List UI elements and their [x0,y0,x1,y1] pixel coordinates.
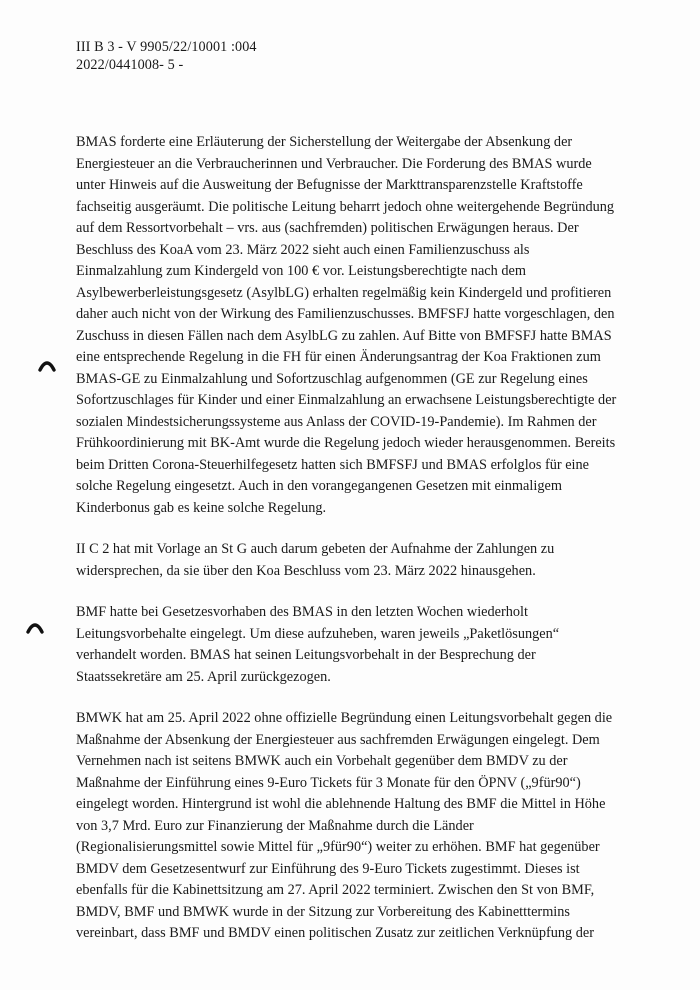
text-line: verhandelt worden. BMAS hat seinen Leitungsvorbehalt in der Besprechung der [76,647,536,663]
text-line: Maßnahme der Absenkung der Energiesteuer aus sachfremden Erwägungen eingelegt. Dem [76,731,600,748]
text-line: Zuschuss in diesen Fällen nach dem AsylbLG zu zahlen. Auf Bitte von BMFSFJ hatte BMAS [76,327,612,344]
text-line: vereinbart, dass BMF und BMDV einen politischen Zusatz zur zeitlichen Verknüpfung der [76,925,595,941]
text-line: daher auch nicht von der Wirkung des Familienzuschusses. BMFSFJ hatte vorgeschlagen, den [76,306,615,322]
text-line: Beschluss des KoaA vom 23. März 2022 sieht auch einen Familienzuschuss als [76,241,530,258]
text-line: eine entsprechende Regelung in die FH für einen Änderungsantrag der Koa Fraktionen zum [76,349,601,365]
text-line: Vernehmen nach ist seitens BMWK auch ein Vorbehalt gegenüber dem BMDV zu der [76,753,568,769]
text-line: widersprechen, da sie über den Koa Beschluss vom 23. März 2022 hinausgehen. [76,562,536,579]
text-line: Frühkoordinierung mit BK-Amt wurde die Regelung jedoch wieder herausgenommen. Bereits [76,435,616,451]
file-reference-header [76,38,257,74]
paragraph-ii-c-2 [76,539,636,582]
text-line: Asylbewerberleistungsgesetz (AsylbLG) erhalten regelmäßig kein Kindergeld und profitieren [76,284,612,301]
text-line: auf dem Ressortvorbehalt – vrs. aus (sachfremden) politischen Erwägungen heraus. Der [76,220,579,236]
paragraph-bmas-energy-tax [76,132,636,519]
text-line: Staatssekretäre am 25. April zurückgezogen. [76,668,331,685]
text-line: von 3,7 Mrd. Euro zur Finanzierung der Maßnahme durch die Länder [76,817,474,834]
text-line: Maßnahme der Einführung eines 9-Euro Tickets für 3 Monate für den ÖPNV („9für90“) [76,774,581,791]
text-line: II C 2 hat mit Vorlage an St G auch darum gebeten der Aufnahme der Zahlungen zu [76,541,555,557]
text-line: eingelegt worden. Hintergrund ist wohl die ablehnende Haltung des BMF die Mittel in Höhe [76,796,606,812]
text-line: Sofortzuschlages für Kinder und einer Einmalzahlung an erwachsene Leistungsberechtigte der [76,392,617,408]
text-line: solche Regelung eingesetzt. Auch in den vorangegangenen Gesetzen mit einmaligem [76,478,562,494]
text-line: BMDV dem Gesetzesentwurf zur Einführung des 9-Euro Tickets zugestimmt. Dieses ist [76,860,580,877]
text-line: unter Hinweis auf die Ausweitung der Befugnisse der Markttransparenzstelle Kraftstoffe [76,177,583,193]
text-line: BMAS-GE zu Einmalzahlung und Sofortzuschlag aufgenommen (GE zur Regelung eines [76,370,588,387]
text-line: beim Dritten Corona-Steuerhilfegesetz hatten sich BMFSFJ und BMAS erfolglos für eine [76,456,590,473]
text-line: fachseitig ausgeräumt. Die politische Leitung beharrt jedoch ohne weitergehende Begründung [76,198,615,215]
text-line: Leitungsvorbehalte eingelegt. Um diese aufzuheben, waren jeweils „Paketlösungen“ [76,625,560,642]
document-body [76,132,636,965]
punch-mark-lower [26,620,44,634]
text-line: Energiesteuer an die Verbraucherinnen und Verbraucher. Die Forderung des BMAS wurde [76,155,592,172]
text-line: Kinderbonus gab es keine solche Regelung. [76,499,327,516]
text-line: BMAS forderte eine Erläuterung der Sicherstellung der Weitergabe der Absenkung der [76,134,573,150]
paragraph-bmwk-reservation [76,708,636,945]
text-line: ebenfalls für die Kabinettsitzung am 27. April 2022 terminiert. Zwischen den St von BMF, [76,882,595,898]
file-reference-line-1: III B 3 - V 9905/22/10001 :004 [76,39,257,55]
text-line: sozialen Mindestsicherungssysteme aus Anlass der COVID-19-Pandemie). Im Rahmen der [76,413,597,430]
text-line: (Regionalisierungsmittel sowie Mittel für „9für90“) weiter zu erhöhen. BMF hat gegenüber [76,839,600,855]
punch-mark-upper [38,358,56,372]
text-line: BMF hatte bei Gesetzesvorhaben des BMAS in den letzten Wochen wiederholt [76,604,529,620]
text-line: Einmalzahlung zum Kindergeld von 100 € vor. Leistungsberechtigte nach dem [76,263,526,279]
file-reference-line-2: 2022/0441008- 5 - [76,57,184,73]
text-line: BMWK hat am 25. April 2022 ohne offizielle Begründung einen Leitungsvorbehalt gegen die [76,710,613,726]
paragraph-bmf-reservations [76,602,636,688]
text-line: BMDV, BMF und BMWK wurde in der Sitzung zur Vorbereitung des Kabinetttermins [76,903,570,920]
